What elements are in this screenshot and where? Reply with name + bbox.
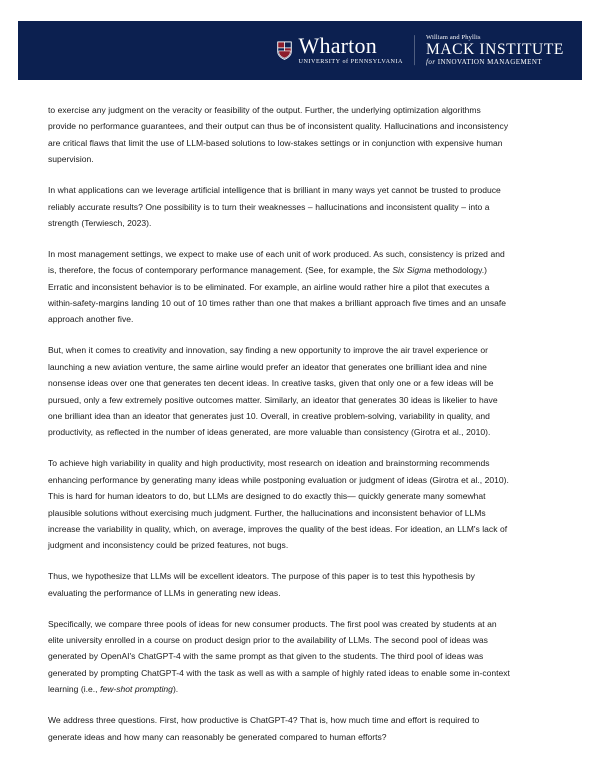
- body-text: In most management settings, we expect to make use of each unit of work produced. As such, consistency is prized and is, therefore, the focus of contemporary performance management. (See, for example, the: [48, 248, 505, 276]
- paragraph-p1: [48, 102, 511, 168]
- mack-tagline-rest: INNOVATION MANAGEMENT: [437, 58, 543, 67]
- body-text: Thus, we hypothesize that LLMs will be excellent ideators. The purpose of this paper is to test this hypothesis by evaluating the performance of LLMs in generating new ideas.: [48, 571, 475, 598]
- wharton-subtitle: UNIVERSITY of PENNSYLVANIA: [298, 59, 403, 66]
- body-text: methodology.) Erratic and inconsistent behavior is to be eliminated. For example, an airline would rather hire a pilot that executes a within-safety-margins landing 10 out of 10 times rather than one that makes a brilliant approach five times and an unsafe approach another five.: [48, 265, 506, 325]
- mack-title: MACK INSTITUTE: [426, 41, 564, 59]
- paragraph-p7: [48, 616, 511, 698]
- wharton-mack-logo-lockup: [277, 35, 564, 67]
- wharton-word: Wharton: [298, 33, 377, 59]
- mack-tagline: [426, 59, 542, 66]
- body-text: We address three questions. First, how productive is ChatGPT-4? That is, how much time and effort is required to generate ideas and how many can reasonably be generated compared to human efforts?: [48, 715, 480, 742]
- mack-institute-wordmark: [426, 35, 564, 67]
- paragraph-p6: [48, 568, 511, 601]
- body-text: To achieve high variability in quality and high productivity, most research on ideation and brainstorming recommends enhancing performance by generating many ideas while postponing evaluation or judgment of ideas (Girotra et al., 2010). This is hard for human ideators to do, but LLMs are designed to do exactly this— quickly generate many somewhat plausible solutions without exercising much judgment. Further, the hallucinations and inconsistent behavior of LLMs increase the variability in quality, which, on average, improves the quality of the best ideas. For ideation, an LLM's lack of judgment and inconsistency could be prized features, not bugs.: [48, 458, 509, 551]
- paragraph-p8: [48, 712, 511, 745]
- emphasis-text: Six Sigma: [392, 265, 431, 276]
- body-text: In what applications can we leverage artificial intelligence that is brilliant in many ways yet cannot be trusted to produce reliably accurate results? One possibility is to turn their weaknesses – hallucinations and inconsistent quality – into a strength (Terwiesch, 2023).: [48, 185, 501, 228]
- paragraph-p2: [48, 182, 511, 231]
- paragraph-p4: [48, 342, 511, 440]
- body-text: ).: [172, 684, 179, 695]
- penn-shield-icon: [277, 41, 292, 60]
- mack-eyebrow: William and Phyllis: [426, 33, 481, 41]
- mack-tagline-prefix: for: [426, 58, 436, 67]
- logo-divider: [414, 35, 415, 65]
- paragraph-p5: [48, 455, 511, 553]
- body-text: Specifically, we compare three pools of ideas for new consumer products. The first pool was created by students at an elite university enrolled in a course on product design prior to the availability of LLMs. The second pool of ideas was generated by OpenAI's ChatGPT-4 with the same prompt as that given to the students. The third pool of ideas was generated by prompting ChatGPT-4 with the task as well as with a sample of highly rated ideas to enable some in-context learning (i.e.,: [48, 618, 510, 695]
- body-text: to exercise any judgment on the veracity or feasibility of the output. Further, the underlying optimization algorithms provide no performance guarantees, and their output can thus be of inconsistent quality. Hallucinations and inconsistency are critical flaws that limit the use of LLM-based solutions to low-stakes settings or in conjunction with expensive human supervision.: [48, 105, 509, 165]
- wharton-wordmark: [299, 35, 403, 65]
- emphasis-text: few-shot prompting: [100, 684, 173, 695]
- document-body: [48, 102, 511, 745]
- body-text: But, when it comes to creativity and innovation, say finding a new opportunity to improve the air travel experience or launching a new aviation venture, the same airline would prefer an ideator that generates one brilliant idea and nine nonsense ideas over one that generates ten decent ideas. In creative tasks, given that only one or a few ideas will be pursued, only a few extremely positive outcomes matter. Similarly, an ideator that generates 30 ideas is likelier to have one brilliant idea than an ideator that generates just 10. Overall, in creative problem-solving, variability in quality, and productivity, as reflected in the number of ideas generated, are more valuable than consistency (Girotra et al., 2010).: [48, 345, 498, 438]
- header-banner: [18, 21, 582, 80]
- paragraph-p3: [48, 246, 511, 328]
